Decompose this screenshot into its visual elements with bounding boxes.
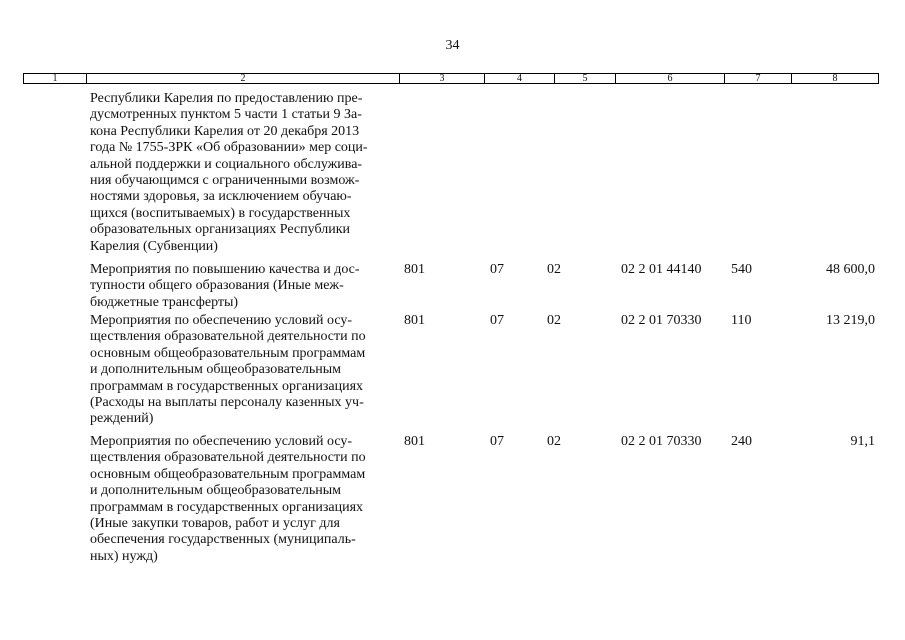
row-col-7: 540	[731, 262, 752, 277]
header-col-1: 1	[52, 73, 58, 84]
row-col-6: 02 2 01 44140	[621, 262, 702, 277]
row-description: Мероприятия по обеспечению условий осу- ществления образовательной деятельности по основным общеобразовательным программам и дополнительным общеобразовательным программам в государственных организациях (Иные закупки товаров, работ и услуг для обеспечения государственных (муниципаль- ных) нужд)	[90, 434, 366, 564]
row-col-5: 02	[547, 313, 561, 328]
row-col-8: 13 219,0	[826, 313, 875, 328]
table-header	[23, 73, 879, 84]
row-col-3: 801	[404, 262, 425, 277]
row-col-3: 801	[404, 434, 425, 449]
page-number: 34	[445, 38, 460, 53]
row-description: Мероприятия по повышению качества и дос- тупности общего образования (Иные меж- бюджетные трансферты)	[90, 262, 360, 310]
row-col-4: 07	[490, 313, 504, 328]
row-col-5: 02	[547, 262, 561, 277]
row-col-4: 07	[490, 262, 504, 277]
row-col-7: 110	[731, 313, 752, 328]
row-col-7: 240	[731, 434, 752, 449]
row-description: Мероприятия по обеспечению условий осу- ществления образовательной деятельности по основным общеобразовательным программам и дополнительным общеобразовательным программам в государственных организациях (Расходы на выплаты персоналу казенных уч- реждений)	[90, 313, 366, 427]
row-col-8: 91,1	[850, 434, 875, 449]
row-description: Республики Карелия по предоставлению пре- дусмотренных пунктом 5 части 1 статьи 9 За- кона Республики Карелия от 20 декабря 2013 года № 1755-ЗРК «Об образовании» мер соци- альной поддержки и социального обслужива- ния обучающимся с ограниченными возмож- ностями здоровья, за исключением обучаю- щихся (воспитываемых) в государственных образовательных организациях Республики Карелия (Субвенции)	[90, 91, 368, 254]
header-col-5: 5	[554, 74, 615, 83]
row-col-6: 02 2 01 70330	[621, 313, 702, 328]
row-col-6: 02 2 01 70330	[621, 434, 702, 449]
row-col-4: 07	[490, 434, 504, 449]
header-col-7: 7	[724, 74, 791, 83]
header-col-6: 6	[615, 74, 724, 83]
row-col-5: 02	[547, 434, 561, 449]
header-col-3: 3	[399, 74, 484, 83]
header-col-2: 2	[86, 74, 399, 83]
header-col-4: 4	[484, 74, 554, 83]
row-col-3: 801	[404, 313, 425, 328]
row-col-8: 48 600,0	[826, 262, 875, 277]
header-col-8: 8	[791, 74, 878, 83]
